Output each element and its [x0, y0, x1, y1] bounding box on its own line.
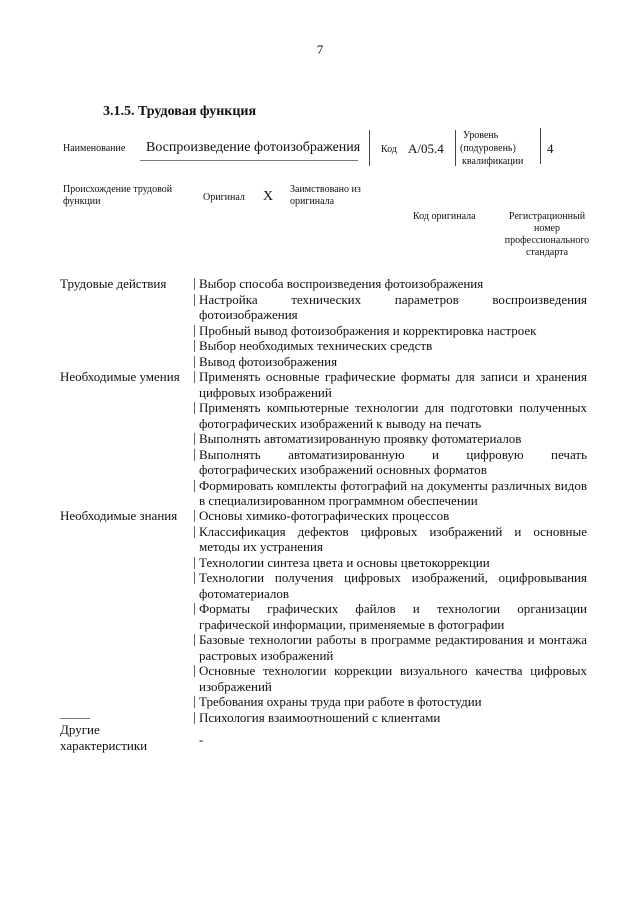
level-value: 4	[547, 141, 554, 156]
reg-label-2: номер	[534, 223, 560, 234]
list-item: Применять основные графические форматы для записи и хранения цифровых изображений	[199, 369, 587, 400]
reg-label-3: профессионального	[504, 235, 590, 246]
list-item: Выполнять автоматизированную и цифровую печать фотографических изображений основных форматов	[199, 446, 587, 477]
list-item: Технологии синтеза цвета и основы цветокоррекции	[199, 555, 587, 571]
original-label: Оригинал	[203, 192, 245, 203]
list-item: Выбор способа воспроизведения фотоизображения	[199, 276, 587, 292]
code-separator	[455, 130, 456, 166]
origin-label-1: Происхождение трудовой	[63, 184, 173, 195]
list-item: Базовые технологии работы в программе редактирования и монтажа растровых изображений	[199, 632, 587, 663]
name-underline	[140, 160, 358, 161]
level-label-1: Уровень	[463, 130, 499, 141]
required-skills-list	[199, 369, 587, 509]
list-item: Требования охраны труда при работе в фотостудии	[199, 694, 587, 710]
code-label: Код	[381, 144, 397, 155]
level-label-2: (подуровень)	[460, 143, 516, 154]
list-item: Пробный вывод фотоизображения и корректировка настроек	[199, 323, 587, 339]
labor-actions-list	[199, 276, 587, 369]
name-separator	[369, 130, 370, 166]
list-item: Основные технологии коррекции визуального качества цифровых изображений	[199, 663, 587, 694]
other-label-1: Другие	[60, 722, 100, 737]
list-item: Вывод фотоизображения	[199, 354, 587, 370]
other-label-2: характеристики	[60, 738, 148, 753]
reg-label-4: стандарта	[525, 247, 569, 258]
list-item: Классификация дефектов цифровых изображений и основные методы их устранения	[199, 523, 587, 554]
borrowed-label-2: оригинала	[290, 196, 335, 207]
borrowed-label-1: Заимствовано из	[290, 184, 361, 195]
reg-label-1: Регистрационный	[508, 211, 586, 222]
original-mark: X	[263, 189, 274, 204]
section-title: 3.1.5. Трудовая функция	[103, 104, 257, 119]
page-number: 7	[316, 42, 324, 57]
list-item: Настройка технических параметров воспроизведения фотоизображения	[199, 291, 587, 322]
list-item: Психология взаимоотношений с клиентами	[199, 710, 587, 726]
other-divider	[60, 718, 90, 719]
list-item: Основы химико-фотографических процессов	[199, 508, 587, 524]
list-item: Выбор необходимых технических средств	[199, 338, 587, 354]
code-original-label: Код оригинала	[413, 211, 476, 222]
required-knowledge-list	[199, 508, 587, 725]
list-item: Формировать комплекты фотографий на документы различных видов в специализированном программном обеспечении	[199, 477, 587, 508]
other-value: -	[199, 732, 204, 747]
required-knowledge-label: Необходимые знания	[60, 508, 178, 523]
list-item: Выполнять автоматизированную проявку фотоматериалов	[199, 431, 587, 447]
required-skills-label: Необходимые умения	[60, 369, 180, 384]
list-item: Применять компьютерные технологии для подготовки полученных фотографических изображений к выводу на печать	[199, 400, 587, 431]
list-item: Технологии получения цифровых изображений, оцифровывания фотоматериалов	[199, 570, 587, 601]
list-item: Форматы графических файлов и технологии организации графической информации, применяемые в фотографии	[199, 601, 587, 632]
level-label-3: квалификации	[462, 156, 524, 167]
code-value: A/05.4	[408, 141, 444, 156]
origin-label-2: функции	[63, 196, 101, 207]
name-label: Наименование	[63, 143, 126, 154]
name-value: Воспроизведение фотоизображения	[146, 140, 361, 155]
labor-actions-label: Трудовые действия	[60, 276, 167, 291]
level-separator	[540, 128, 541, 164]
